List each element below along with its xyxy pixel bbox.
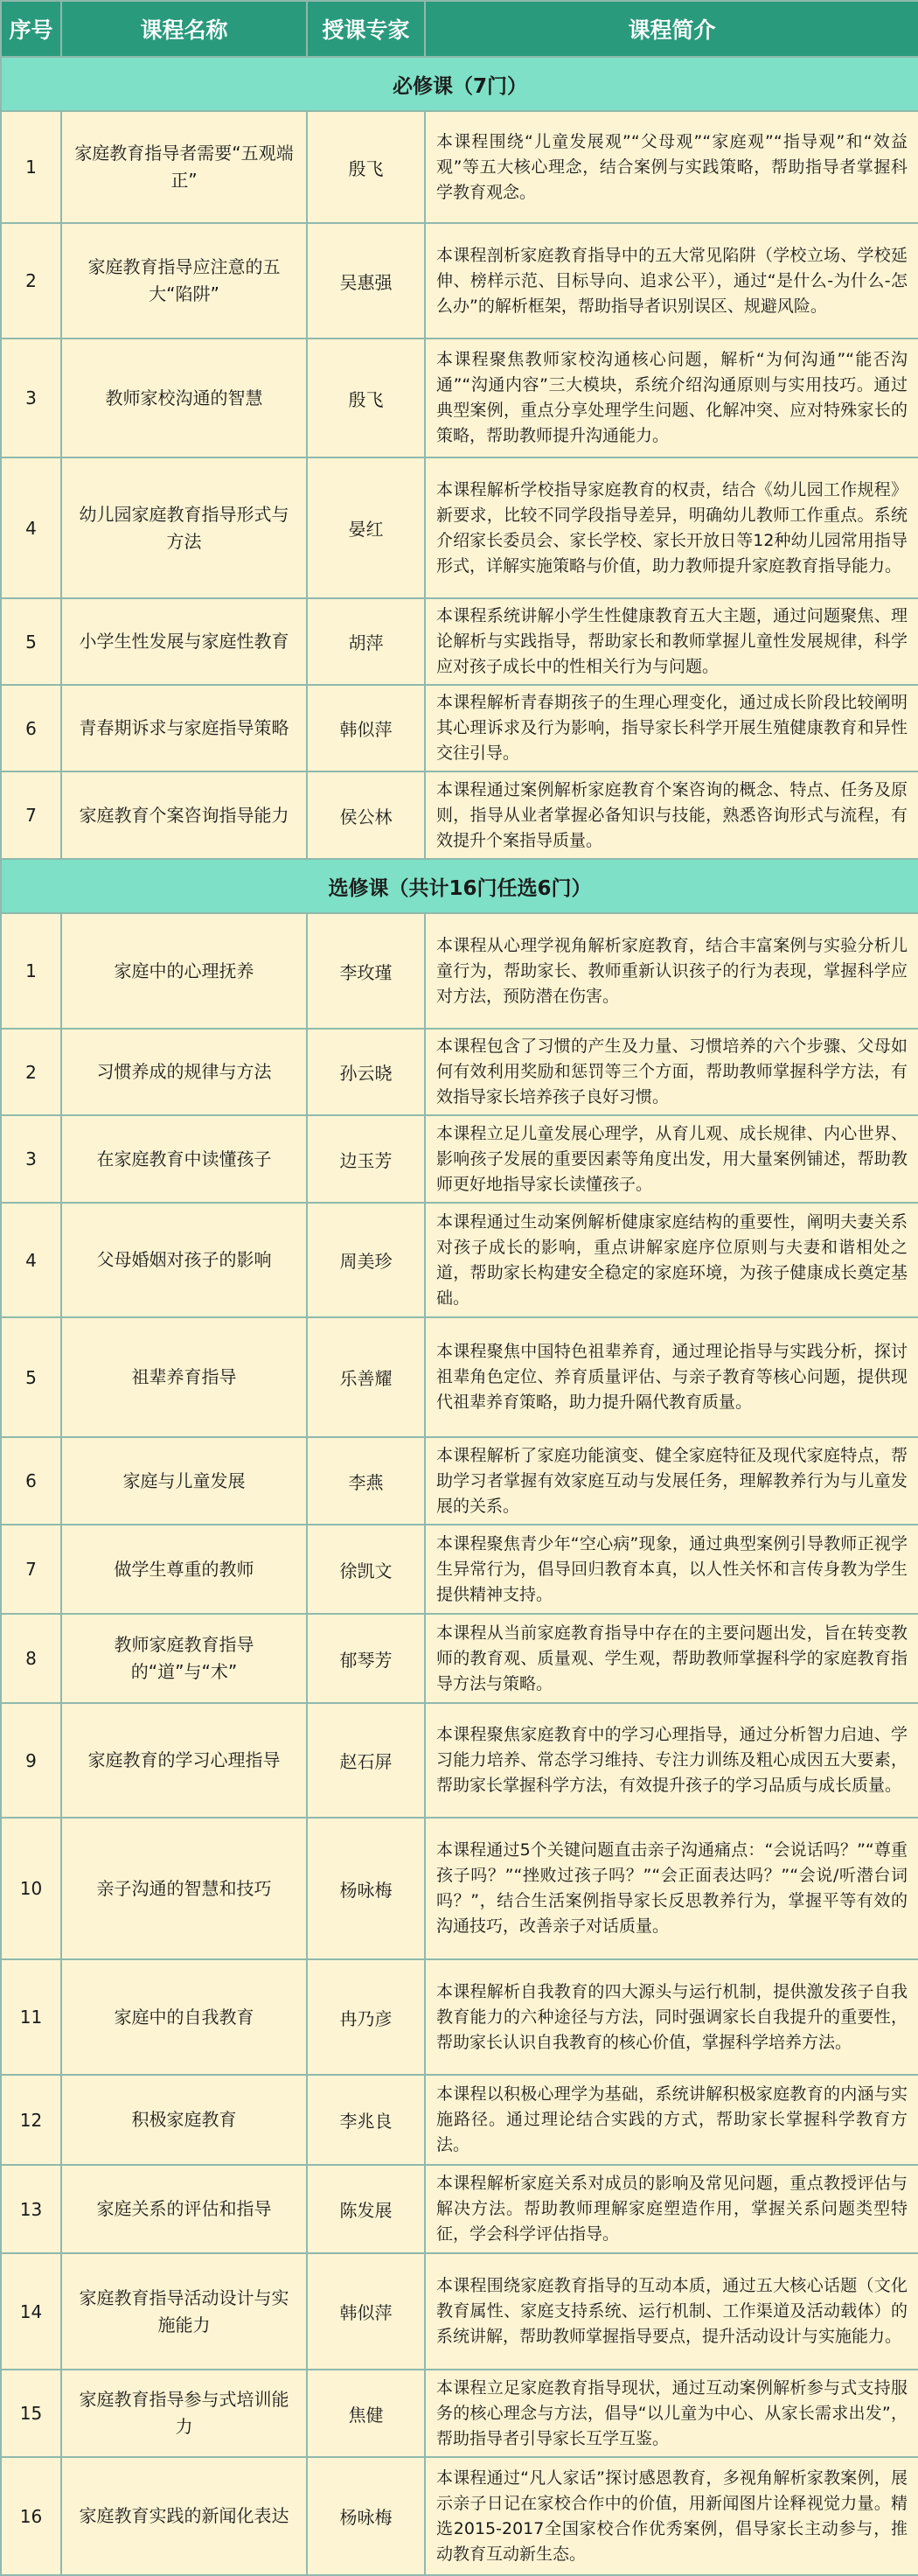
course-description: 本课程以积极心理学为基础，系统讲解积极家庭教育的内涵与实施路径。通过理论结合实践的方式，帮助家长掌握科学教育方法。 [425, 2075, 918, 2165]
table-row [1, 1525, 918, 1614]
expert-name: 吴惠强 [307, 223, 425, 339]
row-number: 10 [1, 1818, 61, 1959]
expert-name: 李燕 [307, 1437, 425, 1525]
expert-name: 胡萍 [307, 598, 425, 685]
row-number: 1 [1, 111, 61, 223]
course-name: 家庭教育个案咨询指导能力 [61, 771, 307, 859]
table-row [1, 2370, 918, 2457]
table-row [1, 2075, 918, 2165]
course-description: 本课程聚焦中国特色祖辈养育，通过理论指导与实践分析，探讨祖辈角色定位、养育质量评估、与亲子教育等核心问题，提供现代祖辈养育策略，助力提升隔代教育质量。 [425, 1317, 918, 1437]
course-name: 积极家庭教育 [61, 2075, 307, 2165]
table-row [1, 685, 918, 771]
expert-name: 冉乃彦 [307, 1959, 425, 2075]
expert-name: 郁琴芳 [307, 1614, 425, 1703]
course-description: 本课程聚焦家庭教育中的学习心理指导，通过分析智力启迪、学习能力培养、常态学习维持、专注力训练及粗心成因五大要素，帮助家长掌握科学方法，有效提升孩子的学习品质与成长质量。 [425, 1703, 918, 1818]
section-header-required [1, 57, 918, 111]
course-name: 家庭教育实践的新闻化表达 [61, 2457, 307, 2575]
course-description: 本课程通过案例解析家庭教育个案咨询的概念、特点、任务及原则，指导从业者掌握必备知识与技能，熟悉咨询形式与流程，有效提升个案指导质量。 [425, 771, 918, 859]
course-description: 本课程从心理学视角解析家庭教育，结合丰富案例与实验分析儿童行为，帮助家长、教师重新认识孩子的行为表现，掌握科学应对方法，预防潜在伤害。 [425, 913, 918, 1029]
expert-name: 孙云晓 [307, 1029, 425, 1115]
course-description: 本课程通过生动案例解析健康家庭结构的重要性，阐明夫妻关系对孩子成长的影响，重点讲解家庭序位原则与夫妻和谐相处之道，帮助家长构建安全稳定的家庭环境，为孩子健康成长奠定基础。 [425, 1203, 918, 1317]
row-number: 8 [1, 1614, 61, 1703]
course-name: 青春期诉求与家庭指导策略 [61, 685, 307, 771]
table-row [1, 111, 918, 223]
course-name: 家庭教育指导活动设计与实施能力 [61, 2253, 307, 2370]
row-number: 4 [1, 1203, 61, 1317]
row-number: 6 [1, 685, 61, 771]
elective-rows [1, 913, 918, 2575]
course-name: 家庭中的自我教育 [61, 1959, 307, 2075]
course-description: 本课程通过“凡人家话”探讨感恩教育，多视角解析家教案例，展示亲子日记在家校合作中的价值，用新闻图片诠释视觉力量。精选2015-2017全国家校合作优秀案例，倡导家长主动参与，推动教育互动新生态。 [425, 2457, 918, 2575]
course-name: 幼儿园家庭教育指导形式与方法 [61, 457, 307, 598]
table-row [1, 1437, 918, 1525]
row-number: 12 [1, 2075, 61, 2165]
course-description: 本课程解析自我教育的四大源头与运行机制，提供激发孩子自我教育能力的六种途径与方法，同时强调家长自我提升的重要性，帮助家长认识自我教育的核心价值，掌握科学培养方法。 [425, 1959, 918, 2075]
expert-name: 李兆良 [307, 2075, 425, 2165]
row-number: 14 [1, 2253, 61, 2370]
row-number: 2 [1, 1029, 61, 1115]
section-title-required: 必修课（7门） [1, 57, 918, 111]
section-header-elective [1, 859, 918, 913]
table-row [1, 598, 918, 685]
header-expert: 授课专家 [307, 1, 425, 57]
section-title-elective: 选修课（共计16门任选6门） [1, 859, 918, 913]
row-number: 13 [1, 2165, 61, 2253]
header-course-name: 课程名称 [61, 1, 307, 57]
row-number: 1 [1, 913, 61, 1029]
course-description: 本课程解析家庭关系对成员的影响及常见问题，重点教授评估与解决方法。帮助教师理解家庭塑造作用，掌握关系问题类型特征，学会科学评估指导。 [425, 2165, 918, 2253]
course-description: 本课程包含了习惯的产生及力量、习惯培养的六个步骤、父母如何有效利用奖励和惩罚等三个方面，帮助教师掌握科学方法，有效指导家长培养孩子良好习惯。 [425, 1029, 918, 1115]
table-row [1, 2457, 918, 2575]
header-number: 序号 [1, 1, 61, 57]
expert-name: 周美珍 [307, 1203, 425, 1317]
course-name: 家庭教育的学习心理指导 [61, 1703, 307, 1818]
course-name: 家庭与儿童发展 [61, 1437, 307, 1525]
course-description: 本课程剖析家庭教育指导中的五大常见陷阱（学校立场、学校延伸、榜样示范、目标导向、追求公平），通过“是什么-为什么-怎么办”的解析框架，帮助指导者识别误区、规避风险。 [425, 223, 918, 339]
course-name: 教师家庭教育指导的“道”与“术” [61, 1614, 307, 1703]
row-number: 4 [1, 457, 61, 598]
expert-name: 杨咏梅 [307, 2457, 425, 2575]
expert-name: 杨咏梅 [307, 1818, 425, 1959]
table-row [1, 339, 918, 457]
expert-name: 乐善耀 [307, 1317, 425, 1437]
course-description: 本课程立足儿童发展心理学，从育儿观、成长规律、内心世界、影响孩子发展的重要因素等角度出发，用大量案例铺述，帮助教师更好地指导家长读懂孩子。 [425, 1115, 918, 1203]
expert-name: 韩似萍 [307, 2253, 425, 2370]
course-name: 家庭教育指导者需要“五观端正” [61, 111, 307, 223]
table-row [1, 913, 918, 1029]
table-row [1, 1317, 918, 1437]
expert-name: 侯公林 [307, 771, 425, 859]
course-name: 家庭关系的评估和指导 [61, 2165, 307, 2253]
table-row [1, 1614, 918, 1703]
expert-name: 边玉芳 [307, 1115, 425, 1203]
course-description: 本课程系统讲解小学生性健康教育五大主题，通过问题聚焦、理论解析与实践指导，帮助家长和教师掌握儿童性发展规律，科学应对孩子成长中的性相关行为与问题。 [425, 598, 918, 685]
table-row [1, 1818, 918, 1959]
course-name: 做学生尊重的教师 [61, 1525, 307, 1614]
course-name: 父母婚姻对孩子的影响 [61, 1203, 307, 1317]
table-row [1, 1703, 918, 1818]
expert-name: 赵石屏 [307, 1703, 425, 1818]
row-number: 15 [1, 2370, 61, 2457]
table-row [1, 1029, 918, 1115]
expert-name: 韩似萍 [307, 685, 425, 771]
course-name: 家庭教育指导应注意的五大“陷阱” [61, 223, 307, 339]
row-number: 6 [1, 1437, 61, 1525]
required-rows [1, 111, 918, 859]
row-number: 5 [1, 1317, 61, 1437]
course-description: 本课程聚焦青少年“空心病”现象，通过典型案例引导教师正视学生异常行为，倡导回归教育本真，以人性关怀和言传身教为学生提供精神支持。 [425, 1525, 918, 1614]
course-name: 教师家校沟通的智慧 [61, 339, 307, 457]
row-number: 3 [1, 1115, 61, 1203]
row-number: 2 [1, 223, 61, 339]
table-row [1, 1203, 918, 1317]
expert-name: 徐凯文 [307, 1525, 425, 1614]
table-row [1, 1959, 918, 2075]
course-description: 本课程围绕“儿童发展观”“父母观”“家庭观”“指导观”和“效益观”等五大核心理念，结合案例与实践策略，帮助指导者掌握科学教育观念。 [425, 111, 918, 223]
expert-name: 陈发展 [307, 2165, 425, 2253]
course-description: 本课程聚焦教师家校沟通核心问题，解析“为何沟通”“能否沟通”“沟通内容”三大模块，系统介绍沟通原则与实用技巧。通过典型案例，重点分享处理学生问题、化解冲突、应对特殊家长的策略，帮助教师提升沟通能力。 [425, 339, 918, 457]
course-name: 在家庭教育中读懂孩子 [61, 1115, 307, 1203]
course-name: 亲子沟通的智慧和技巧 [61, 1818, 307, 1959]
row-number: 16 [1, 2457, 61, 2575]
row-number: 5 [1, 598, 61, 685]
row-number: 9 [1, 1703, 61, 1818]
header-description: 课程简介 [425, 1, 918, 57]
expert-name: 晏红 [307, 457, 425, 598]
expert-name: 李玫瑾 [307, 913, 425, 1029]
course-name: 习惯养成的规律与方法 [61, 1029, 307, 1115]
row-number: 7 [1, 771, 61, 859]
course-description: 本课程从当前家庭教育指导中存在的主要问题出发，旨在转变教师的教育观、质量观、学生观，帮助教师掌握科学的家庭教育指导方法与策略。 [425, 1614, 918, 1703]
table-row [1, 2165, 918, 2253]
table-row [1, 457, 918, 598]
course-name: 家庭教育指导参与式培训能力 [61, 2370, 307, 2457]
table-row [1, 1115, 918, 1203]
course-description: 本课程解析学校指导家庭教育的权责，结合《幼儿园工作规程》新要求，比较不同学段指导差异，明确幼儿教师工作重点。系统介绍家长委员会、家长学校、家长开放日等12种幼儿园常用指导形式，详解实施策略与价值，助力教师提升家庭教育指导能力。 [425, 457, 918, 598]
row-number: 11 [1, 1959, 61, 2075]
row-number: 7 [1, 1525, 61, 1614]
course-name: 祖辈养育指导 [61, 1317, 307, 1437]
course-description: 本课程通过5个关键问题直击亲子沟通痛点：“会说话吗？”“尊重孩子吗？”“挫败过孩子吗？”“会正面表达吗？”“会说/听潜台词吗？”，结合生活案例指导家长反思教养行为，掌握平等有效的沟通技巧，改善亲子对话质量。 [425, 1818, 918, 1959]
table-header-row [1, 1, 918, 57]
table-row [1, 771, 918, 859]
table-row [1, 2253, 918, 2370]
row-number: 3 [1, 339, 61, 457]
table-row [1, 223, 918, 339]
course-description: 本课程解析了家庭功能演变、健全家庭特征及现代家庭特点，帮助学习者掌握有效家庭互动与发展任务，理解教养行为与儿童发展的关系。 [425, 1437, 918, 1525]
course-description: 本课程立足家庭教育指导现状，通过互动案例解析参与式支持服务的核心理念与方法，倡导“以儿童为中心、从家长需求出发”，帮助指导者引导家长互学互鉴。 [425, 2370, 918, 2457]
expert-name: 殷飞 [307, 111, 425, 223]
expert-name: 焦健 [307, 2370, 425, 2457]
course-name: 小学生性发展与家庭性教育 [61, 598, 307, 685]
course-name: 家庭中的心理抚养 [61, 913, 307, 1029]
expert-name: 殷飞 [307, 339, 425, 457]
course-description: 本课程围绕家庭教育指导的互动本质，通过五大核心话题（文化教育属性、家庭支持系统、运行机制、工作渠道及活动载体）的系统讲解，帮助教师掌握指导要点，提升活动设计与实施能力。 [425, 2253, 918, 2370]
course-description: 本课程解析青春期孩子的生理心理变化，通过成长阶段比较阐明其心理诉求及行为影响，指导家长科学开展生殖健康教育和异性交往引导。 [425, 685, 918, 771]
